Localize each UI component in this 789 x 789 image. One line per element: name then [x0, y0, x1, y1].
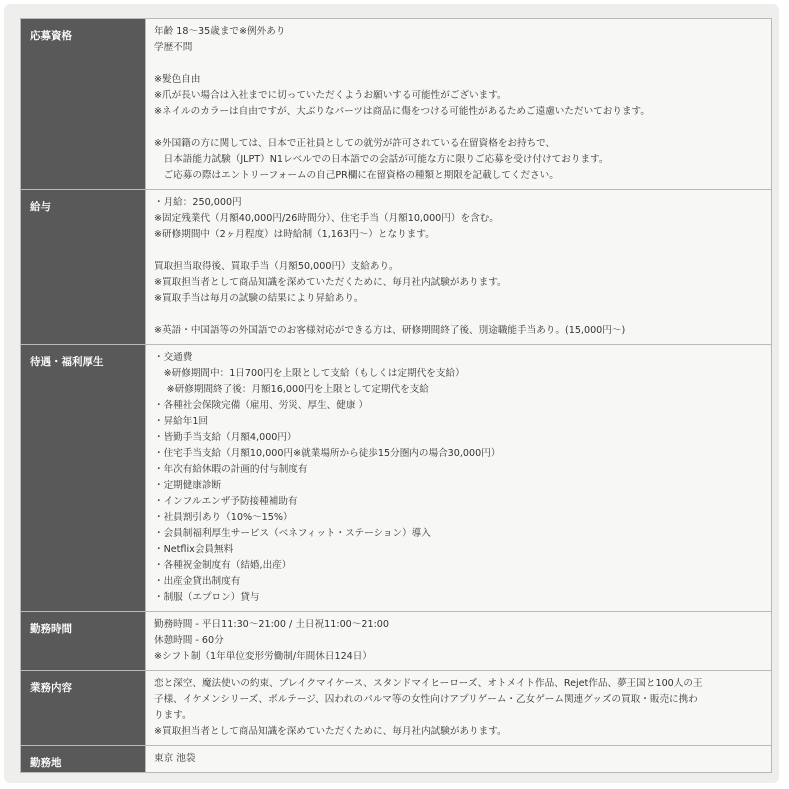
content-line: ・昇給年1回 [154, 416, 209, 427]
content-line: 日本語能力試験（JLPT）N1レベルでの日本語での会話が可能な方に限りご応募を受け付けております。 [154, 154, 609, 165]
content-line: ※固定残業代（月額40,000円/26時間分）、住宅手当（月額10,000円）を含む。 [154, 213, 499, 224]
content-line: ・皆勤手当支給（月額4,000円） [154, 432, 297, 443]
content-line: ・制服（エプロン）貸与 [154, 592, 260, 603]
content-line: ・各種社会保険完備（雇用、労災、厚生、健康 ） [154, 400, 369, 411]
row-salary [21, 190, 772, 345]
content-line: ※買取担当者として商品知識を深めていただくために、毎月社内試験があります。 [154, 277, 507, 288]
row-content [146, 190, 772, 345]
row-label: 給与 [21, 190, 146, 345]
content-line: ※研修期間終了後：月額16,000円を上限として定期代を支給 [154, 384, 429, 395]
content-line: 買取担当取得後、買取手当（月額50,000円）支給あり。 [154, 261, 399, 272]
content-line: ・出産金貸出制度有 [154, 576, 241, 587]
blank-line [154, 307, 765, 323]
content-line: ・定期健康診断 [154, 480, 222, 491]
content-line: ります。 [154, 710, 192, 721]
content-line: ・年次有給休暇の計画的付与制度有 [154, 464, 308, 475]
content-line: ※ネイルのカラーは自由ですが、大ぶりなパーツは商品に傷をつける可能性があるためご遠慮いただいております。 [154, 106, 650, 117]
row-benefits [21, 345, 772, 612]
blank-line [154, 56, 765, 72]
row-label: 勤務時間 [21, 612, 146, 671]
job-requirements-table [20, 18, 772, 773]
content-line: ・インフルエンザ予防接種補助有 [154, 496, 298, 507]
content-line: ※買取担当者として商品知識を深めていただくために、毎月社内試験があります。 [154, 726, 507, 737]
job-requirements-panel [4, 4, 779, 783]
content-line: ※研修期間中：1日700円を上限として支給（もしくは定期代を支給） [154, 368, 465, 379]
row-requirements [21, 19, 772, 190]
row-label: 待遇・福利厚生 [21, 345, 146, 612]
row-label: 業務内容 [21, 671, 146, 746]
row-content [146, 612, 772, 671]
content-line: ※髪色自由 [154, 74, 201, 85]
row-content [146, 19, 772, 190]
content-line: 子様、イケメンシリーズ、ボルテージ、囚われのパルマ等の女性向けアプリゲーム・乙女ゲーム関連グッズの買取・販売に携わ [154, 694, 698, 705]
content-line: ご応募の際はエントリーフォームの自己PR欄に在留資格の種類と期限を記載してください。 [154, 170, 559, 181]
content-line: ・Netflix会員無料 [154, 544, 234, 555]
content-line: ・交通費 [154, 352, 193, 363]
content-line: ※外国籍の方に関しては、日本で正社員としての就労が許可されている在留資格をお持ちで、 [154, 138, 556, 149]
content-line: 年齢 18〜35歳まで※例外あり [154, 26, 286, 37]
row-job-description [21, 671, 772, 746]
content-line: 学歴不問 [154, 42, 193, 53]
content-line: ※シフト制（1年単位変形労働制/年間休日124日） [154, 651, 372, 662]
row-content [146, 746, 772, 773]
content-line: ※買取手当は毎月の試験の結果により昇給あり。 [154, 293, 364, 304]
row-work-location [21, 746, 772, 773]
content-line: 恋と深空、魔法使いの約束、ブレイクマイケース、スタンドマイヒーローズ、オトメイト作品、Rejet作品、夢王国と100人の王 [154, 678, 703, 689]
content-line: ※爪が長い場合は入社までに切っていただくようお願いする可能性がございます。 [154, 90, 507, 101]
content-line: ※研修期間中（2ヶ月程度）は時給制（1,163円〜）となります。 [154, 229, 435, 240]
content-line: ・各種祝金制度有（結婚,出産） [154, 560, 292, 571]
content-line: ・社員割引あり（10%〜15%） [154, 512, 293, 523]
blank-line [154, 120, 765, 136]
content-line: 勤務時間 - 平日11:30〜21:00 / 土日祝11:00〜21:00 [154, 619, 390, 630]
row-label: 応募資格 [21, 19, 146, 190]
content-line: ・会員制福利厚生サービス（ベネフィット・ステーション）導入 [154, 528, 431, 539]
content-line: 休憩時間 - 60分 [154, 635, 224, 646]
content-line: ※英語・中国語等の外国語でのお客様対応ができる方は、研修期間終了後、別途職能手当あり。(15,000円〜) [154, 325, 626, 336]
row-content [146, 671, 772, 746]
row-content [146, 345, 772, 612]
content-line: 東京 池袋 [154, 753, 196, 764]
content-line: ・月給：250,000円 [154, 197, 242, 208]
row-label: 勤務地 [21, 746, 146, 773]
row-working-hours [21, 612, 772, 671]
blank-line [154, 243, 765, 259]
requirements-rows [21, 19, 772, 773]
content-line: ・住宅手当支給（月額10,000円※就業場所から徒歩15分圏内の場合30,000円） [154, 448, 501, 459]
